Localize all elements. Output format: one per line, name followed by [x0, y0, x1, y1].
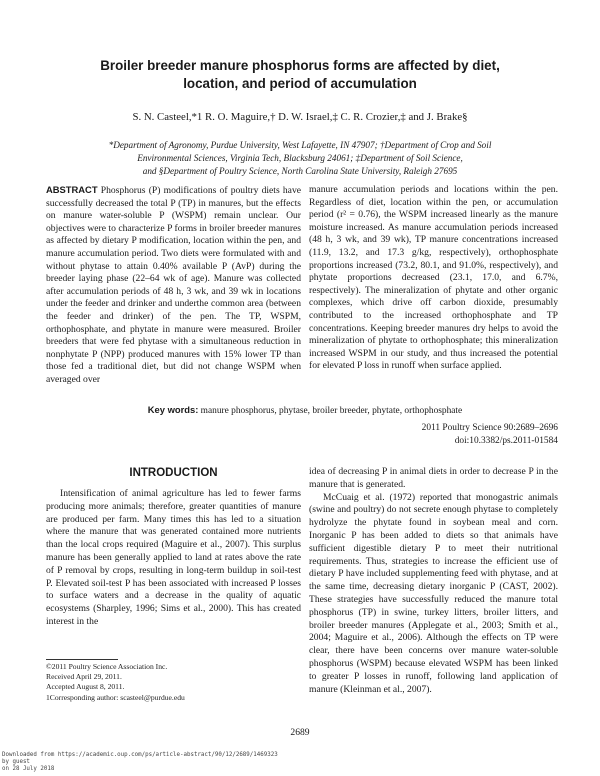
intro-paragraph-2: McCuaig et al. (1972) reported that monogastric animals (swine and poultry) do not secrete enough phytase to completely hydrolyze the phytate found in soybean meal and corn. Inorganic P has been added to diets so that animals have sufficient digestible dietary P to meet their nutritional requirements. Thus, strategies to increase the efficient use of dietary P have included supplementing feed with phytase, and at the same time, decreasing dietary inorganic P (CAST, 2002). These strategies have successfully reduced the manure total phosphorus (TP) in swine, turkey litters, broiler litters, and broiler breeder manures (Applegate et al., 2003; Smith et al., 2004; Maguire et al., 2006). Although the effects on TP were clear, there have been concerns over manure water-soluble phosphorus (WSPM) because elevated WSPM has been linked to greater P losses in runoff, following land application of manure (Kleinman et al., 2007). — [309, 491, 558, 695]
introduction-left-column — [46, 488, 301, 629]
affiliation-line-1: *Department of Agronomy, Purdue University, West Lafayette, IN 47907; †Department of Crop and Soil — [108, 140, 492, 150]
author-list: S. N. Casteel,*1 R. O. Maguire,† D. W. Israel,‡ C. R. Crozier,‡ and J. Brake§ — [132, 111, 468, 123]
introduction-right-column — [309, 466, 558, 696]
introduction-heading: INTRODUCTION — [129, 467, 218, 479]
keywords-heading: Key words: — [147, 404, 199, 415]
journal-citation: 2011 Poultry Science 90:2689–2696 — [421, 423, 558, 433]
page-number: 2689 — [290, 727, 310, 738]
abstract-text-left: Phosphorus (P) modifications of poultry diets have successfully decreased the total P (TP) in manures, but the effects on manure water-soluble P (WSPM) remain unclear. Our objectives were to characterize P forms in broiler breeder manures as affected by dietary P modification, location within the pen, and manure accumulation period. Two diets were formulated with and without phytase to attain 0.40% available P (AvP) during the breeder laying phase (22–64 wk of age). Manure was collected after accumulation periods of 48 h, 3 wk, and 39 wk in locations under the feeder and drinker and underthe common area (between the feeder and drinker) of the pen. The TP, WSPM, orthophosphate, and phytate in manure were measured. Broiler breeders that were fed phytase with a simultaneous reduction in nonphytate P (NPP) produced manures with 15% lower TP than those fed a traditional diet, but did not change WSPM when averaged over — [46, 185, 301, 385]
corresponding-author: 1Corresponding author: scasteel@purdue.edu — [46, 692, 185, 702]
download-stamp — [2, 752, 342, 773]
affiliation-line-2: Environmental Sciences, Virginia Tech, Blacksburg 24061; ‡Department of Soil Science, — [137, 153, 463, 163]
footnotes — [46, 662, 301, 703]
paper-title-line-2: location, and period of accumulation — [183, 76, 417, 91]
received-date: Received April 29, 2011. — [46, 672, 122, 682]
download-date: on 28 July 2018 — [2, 766, 55, 772]
affiliation-line-3: and §Department of Poultry Science, North Carolina State University, Raleigh 27695 — [142, 166, 458, 176]
paper-title-line-1: Broiler breeder manure phosphorus forms are affected by diet, — [100, 58, 500, 73]
abstract-text-right: manure accumulation periods and locations within the pen. Regardless of diet, location within the pen, or accumulation period (r² = 0.76), the WSPM increased linearly as the manure moisture increased. As manure accumulation periods increased (48 h, 3 wk, and 39 wk), TP manure concentrations increased (11.9, 13.2, and 17.3 g/kg, respectively), orthophosphate proportions increased (73.2, 80.1, and 91.0%, respectively), and phytate proportions decreased (23.1, 17.0, and 6.7%, respectively). The mineralization of phytate and other organic complexes, which drive off carbon dioxide, presumably contributed to the increased orthophosphate and TP concentrations. Keeping breeder manures dry helps to avoid the mineralization of phytate to orthophosphate; this mineralization increased WSPM in our study, and thus increased the potential for elevated P loss in runoff when surface applied. — [309, 184, 558, 372]
keywords-line — [60, 404, 550, 416]
keywords-text: manure phosphorus, phytase, broiler breeder, phytate, orthophosphate — [200, 406, 463, 416]
copyright-note: ©2011 Poultry Science Association Inc. — [46, 662, 168, 671]
doi-link[interactable]: doi:10.3382/ps.2011-01584 — [454, 436, 558, 446]
footnote-divider — [46, 659, 118, 660]
accepted-date: Accepted August 8, 2011. — [46, 682, 125, 692]
abstract-left-column — [46, 184, 301, 387]
download-url[interactable]: Downloaded from https://academic.oup.com/ps/article-abstract/90/12/2689/1469323 — [2, 752, 278, 758]
abstract-heading: ABSTRACT — [46, 184, 98, 195]
intro-paragraph-1-continued: idea of decreasing P in animal diets in order to decrease P in the manure that is generated. — [309, 466, 558, 490]
abstract-right-column — [309, 184, 558, 373]
download-by: by guest — [2, 759, 30, 765]
intro-paragraph-1: Intensification of animal agriculture has led to fewer farms producing more animals; therefore, greater quantities of manure are produced per farm. Many times this has led to a situation where the manure that was generated contained more nutrients than the local crops required (Maguire et al., 2007). This surplus manure has been generally applied to land at rates above the rate of P removal by crops, resulting in long-term buildup in soil-test P. Elevated soil-test P has been associated with increased P losses to surface waters and a decrease in the quality of aquatic ecosystems (Sharpley, 1996; Sims et al., 2000). This has created interest in the — [46, 488, 301, 627]
